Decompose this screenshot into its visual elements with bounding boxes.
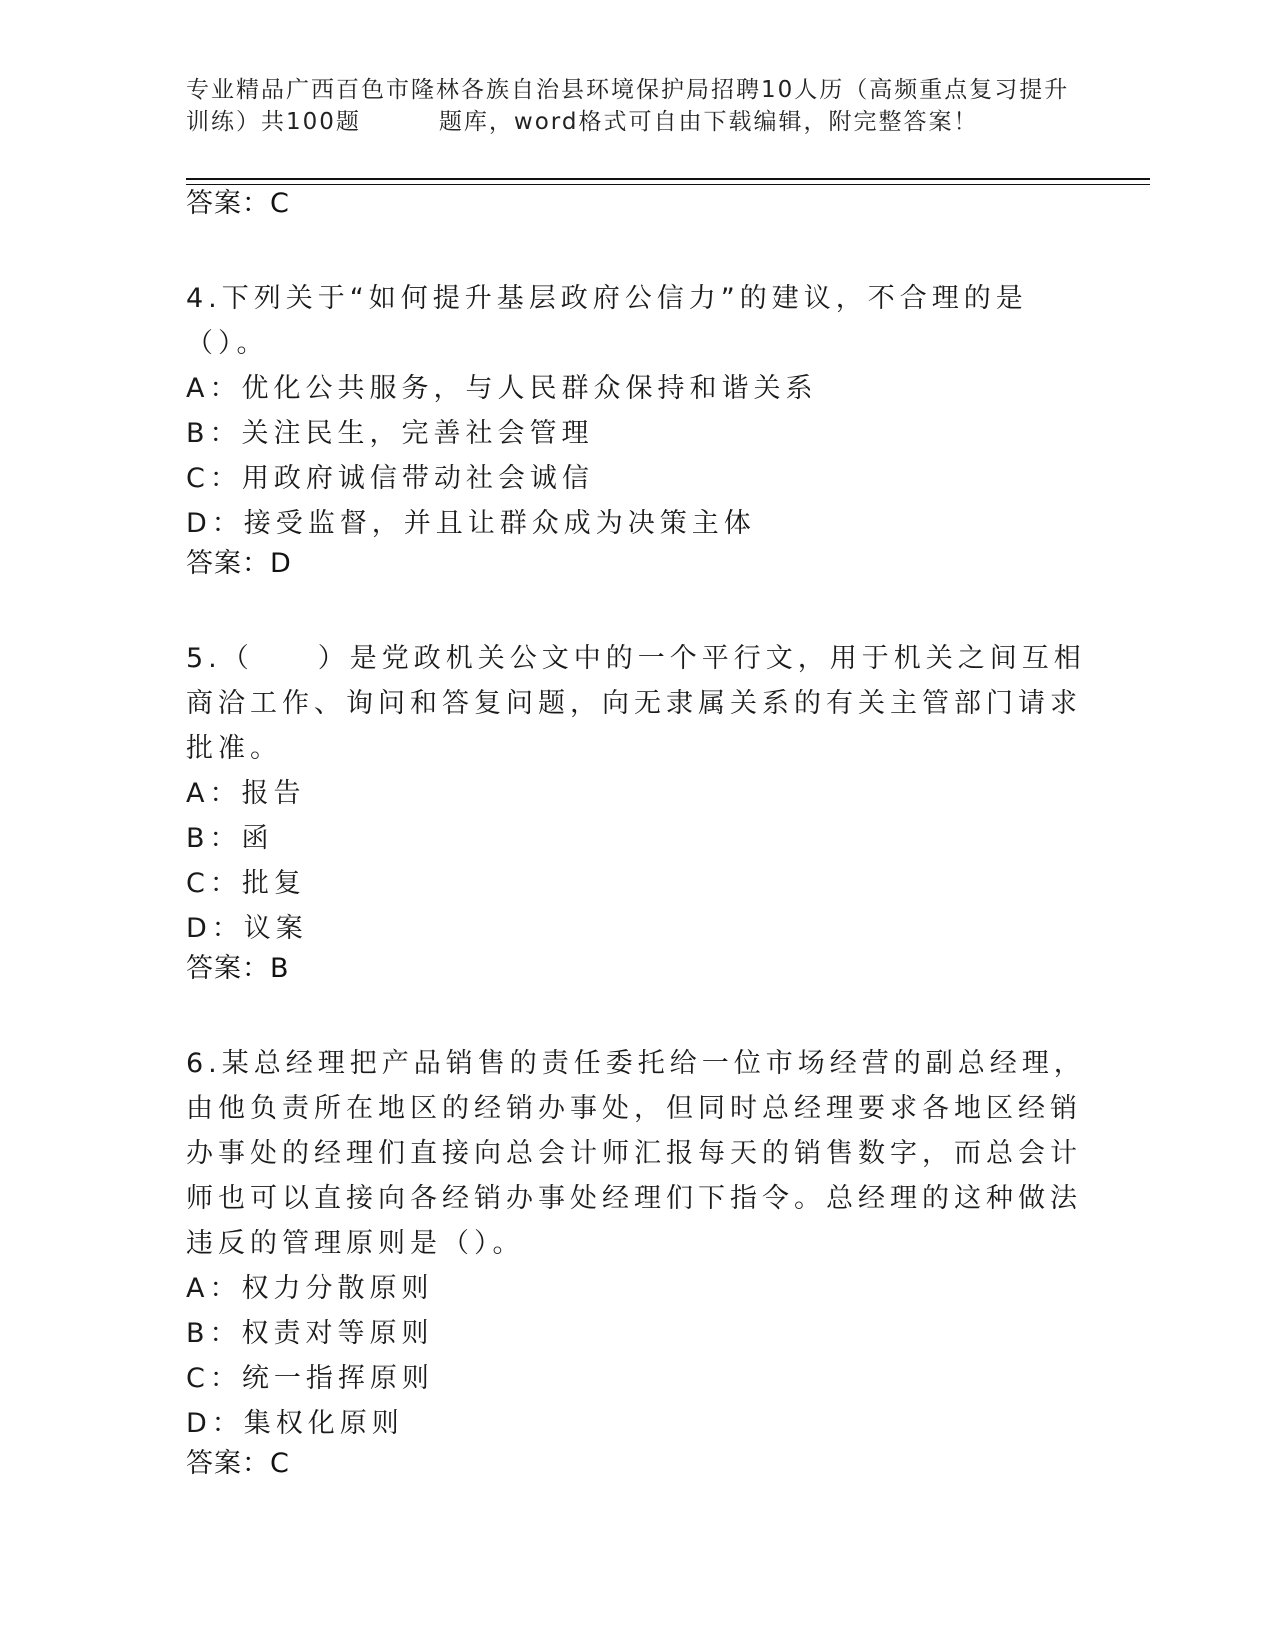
answer-label: 答案：B [186, 953, 290, 984]
question-text: 6.某总经理把产品销售的责任委托给一位市场经营的副总经理，由他负责所在地区的经销办事处，但同时总经理要求各地区经销办事处的经理们直接向总会计师汇报每天的销售数字，而总会计师也可以直接向各经销办事处经理们下指令。总经理的这种做法违反的管理原则是（）。 [186, 1048, 1086, 1259]
option-a: A：优化公共服务，与人民群众保持和谐关系 [186, 373, 818, 404]
question-text: 4.下列关于“如何提升基层政府公信力”的建议，不合理的是（）。 [186, 283, 1028, 359]
option-d: D：接受监督，并且让群众成为决策主体 [186, 508, 756, 539]
option-c: C：统一指挥原则 [186, 1363, 434, 1394]
option-c: C：批复 [186, 868, 306, 899]
option-a: A：权力分散原则 [186, 1273, 434, 1304]
header-rule-thin [186, 184, 1150, 185]
header-line-1: 专业精品广西百色市隆林各族自治县环境保护局招聘10人历（高频重点复习提升 [186, 77, 1070, 103]
document-content [186, 186, 1086, 1482]
header-line-2-left: 训练）共100题 [186, 109, 361, 135]
answer-label: 答案：D [186, 548, 292, 579]
question-4 [186, 276, 1086, 582]
header-line-2-right: 题库，word格式可自由下载编辑，附完整答案！ [438, 109, 979, 135]
question-text: 5.（ ）是党政机关公文中的一个平行文，用于机关之间互相商洽工作、询问和答复问题，向无隶属关系的有关主管部门请求批准。 [186, 643, 1086, 764]
option-a: A：报告 [186, 778, 306, 809]
option-d: D：集权化原则 [186, 1408, 404, 1439]
question-5 [186, 636, 1086, 987]
question-6 [186, 1041, 1086, 1482]
header-rule-thick [186, 178, 1150, 180]
answer-label: 答案：C [186, 188, 290, 219]
option-d: D：议案 [186, 913, 308, 944]
page-header [186, 74, 1086, 138]
option-b: B：关注民生，完善社会管理 [186, 418, 594, 449]
answer-label: 答案：C [186, 1448, 290, 1479]
header-line-2 [186, 106, 1086, 138]
option-b: B：函 [186, 823, 274, 854]
option-c: C：用政府诚信带动社会诚信 [186, 463, 594, 494]
option-b: B：权责对等原则 [186, 1318, 434, 1349]
